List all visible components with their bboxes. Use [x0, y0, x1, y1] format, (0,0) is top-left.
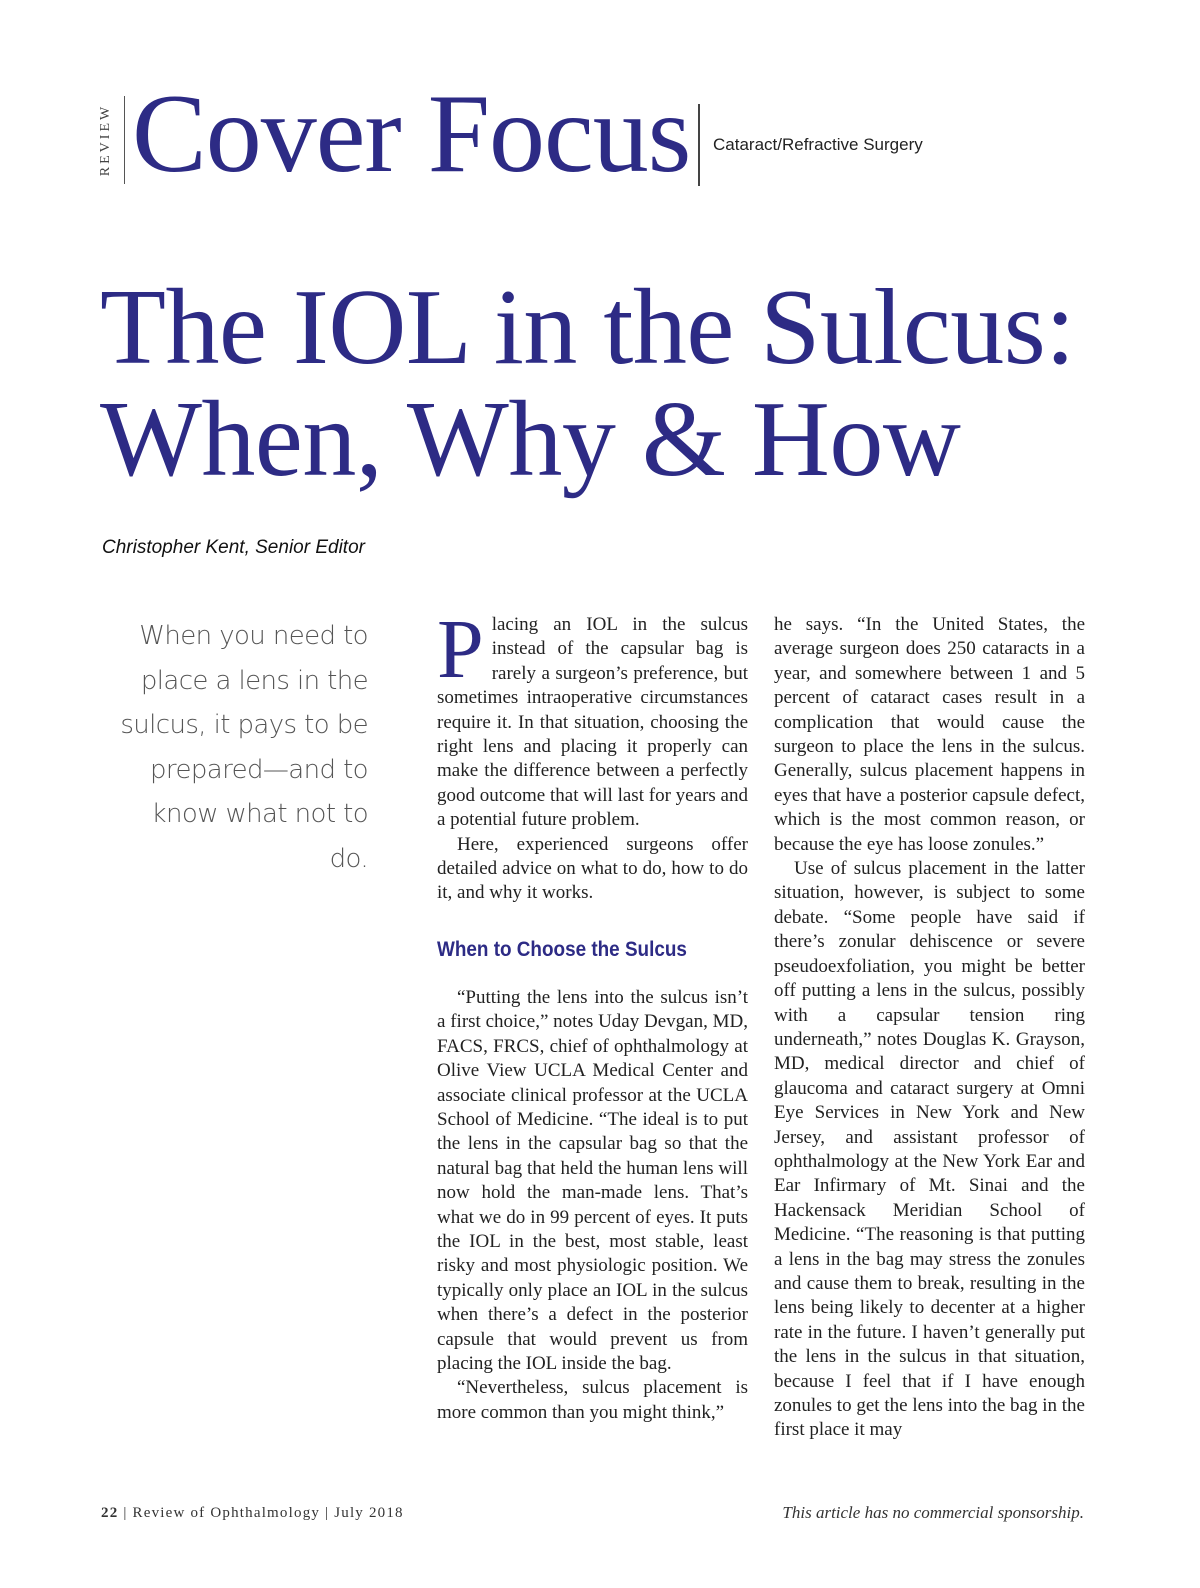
- paragraph: Use of sulcus placement in the latter situation, however, is subject to some debate. “Some people have said if there’s zonular dehiscence or severe pseudoexfoliation, you might be better off putting a lens in the sulcus, possibly with a capsular tension ring underneath,” notes Douglas K. Grayson, MD, medical director and chief of glaucoma and cataract surgery at Omni Eye Services in New York and New Jersey, and assistant professor of ophthalmology at the New York Ear and Ear Infirmary of Mt. Sinai and the Hackensack Meridian School of Medicine. “The reasoning is that putting a lens in the bag may stress the zonules and cause them to break, resulting in the lens being likely to decenter at a higher rate in the future. I haven’t generally put the lens in the sulcus in that situation, because I feel that if I have enough zonules to get the lens into the bag in the first place it may: [774, 858, 1085, 1441]
- page-footer: [101, 1505, 404, 1522]
- article-title: The IOL in the Sulcus: When, Why & How: [100, 268, 1075, 499]
- pull-quote: When you need to place a lens in the sulcus, it pays to be prepared—and to know what not to do.: [120, 621, 368, 874]
- paragraph: he says. “In the United States, the average surgeon does 250 cataracts in a year, and somewhere between 1 and 5 percent of cataract cases result in a complication that would cause the surgeon to place the lens in the sulcus. Generally, sulcus placement happens in eyes that have a posterior capsule defect, which is the most common reason, or because the eye has loose zonules.”: [774, 614, 1085, 855]
- paragraph: [437, 603, 748, 833]
- body-column-1: [437, 603, 748, 1425]
- paragraph-text: lacing an IOL in the sulcus instead of the capsular bag is rarely a surgeon’s preference, but sometimes intraoperative circumstances require it. In that situation, choosing the right lens and placing it properly can make the difference between a perfectly good outcome that will last for years and a potential future problem.: [437, 614, 748, 831]
- page-number: 22: [101, 1505, 119, 1521]
- sponsorship-note: This article has no commercial sponsorship.: [782, 1503, 1084, 1522]
- review-label-text: REVIEW: [98, 103, 113, 177]
- body-column-2: [774, 613, 1085, 1443]
- footer-separator: |: [325, 1505, 330, 1521]
- section-title: Cover Focus: [132, 72, 691, 196]
- footer-separator: |: [123, 1505, 128, 1521]
- issue-date: July 2018: [334, 1505, 404, 1521]
- publication-name: Review of Ophthalmology: [132, 1505, 321, 1521]
- header-divider: [698, 104, 700, 186]
- byline: Christopher Kent, Senior Editor: [102, 537, 365, 558]
- drop-cap: P: [437, 603, 484, 696]
- subheading: When to Choose the Sulcus: [437, 937, 687, 961]
- paragraph: “Putting the lens into the sulcus isn’t a first choice,” notes Uday Devgan, MD, FACS, FRCS, chief of ophthalmology at Olive View UCLA Medical Center and associate clinical professor at the UCLA School of Medicine. “The ideal is to put the lens in the capsular bag so that the natural bag that held the human lens will now hold the man-made lens. That’s what we do in 99 percent of eyes. It puts the IOL in the best, most stable, least risky and most physiologic position. We typically only place an IOL in the sulcus when there’s a defect in the posterior capsule that would prevent us from placing the IOL inside the bag.: [437, 986, 748, 1374]
- category-label: Cataract/Refractive Surgery: [713, 135, 923, 154]
- paragraph: “Nevertheless, sulcus placement is more common than you might think,”: [437, 1377, 748, 1423]
- review-vertical-label: [88, 96, 125, 184]
- paragraph: Here, experienced surgeons offer detailed advice on what to do, how to do it, and why it works.: [437, 833, 748, 904]
